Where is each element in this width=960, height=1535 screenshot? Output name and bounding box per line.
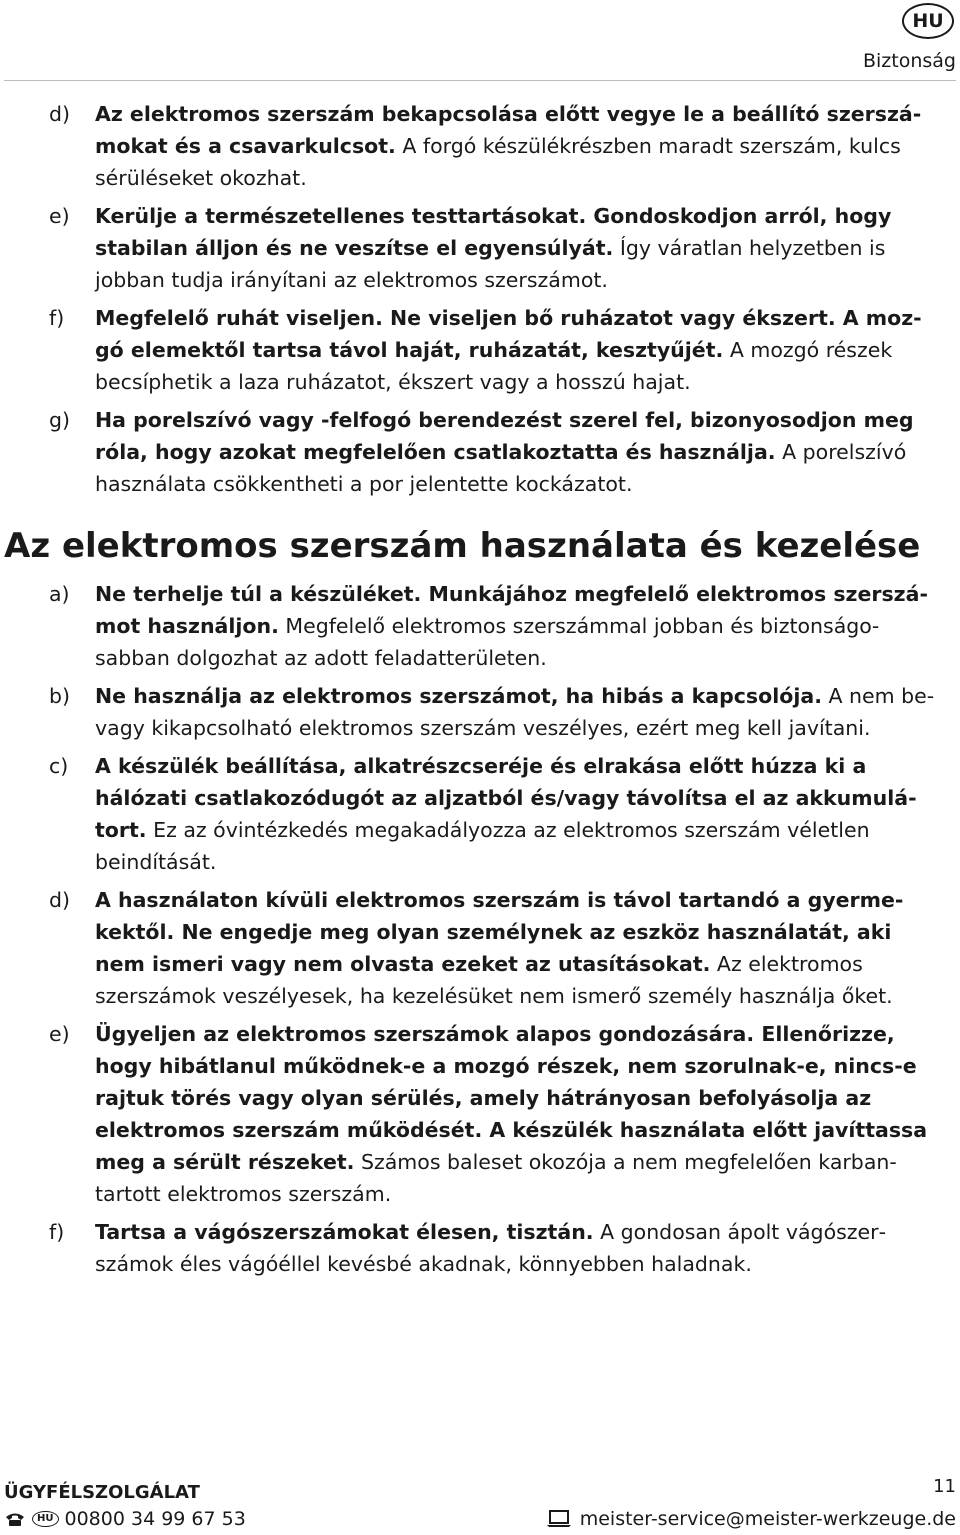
- list-item: [0, 404, 960, 500]
- item-marker: d): [49, 888, 71, 912]
- header-divider: [4, 80, 956, 81]
- item-text: [95, 302, 936, 398]
- item-explanation: Megfelelő elektromos szerszámmal jobban és biztonságosabban dolgozhat az adott feladatterületen.: [95, 614, 880, 670]
- list-item: [0, 200, 960, 296]
- item-emphasis: Az elektromos szerszám bekapcsolása előtt vegye le a beállító szerszámokat és a csavarkulcsot.: [95, 102, 922, 158]
- list-item: [0, 884, 960, 1012]
- email-address: meister-service@meister-werkzeuge.de: [579, 1508, 956, 1530]
- item-text: [95, 1216, 936, 1280]
- item-marker: c): [49, 754, 69, 778]
- item-text: [95, 680, 936, 744]
- item-marker: e): [49, 204, 70, 228]
- item-emphasis: Kerülje a természetellenes testtartásokat. Gondoskodjon arról, hogy stabilan álljon és ne veszítse el egyensúlyát.: [95, 204, 892, 260]
- item-text: [95, 404, 936, 500]
- phone-country-badge: HU: [32, 1511, 59, 1527]
- item-explanation: A mozgó részek becsíphetik a laza ruházatot, ékszert vagy a hosszú hajat.: [95, 338, 893, 394]
- list-item: [0, 1018, 960, 1210]
- section-heading: Az elektromos szerszám használata és kezelése: [4, 526, 921, 566]
- list-item: [0, 1216, 960, 1280]
- phone-number: 00800 34 99 67 53: [64, 1508, 246, 1530]
- list-item: [0, 750, 960, 878]
- item-marker: a): [49, 582, 70, 606]
- item-explanation: A nem be- vagy kikapcsolható elektromos szerszám veszélyes, ezért meg kell javítani.: [95, 684, 935, 740]
- item-text: [95, 750, 936, 878]
- safety-list-tool-use: [0, 578, 960, 1280]
- item-emphasis: Ügyeljen az elektromos szerszámok alapos gondozására. Ellenőrizze, hogy hibátlanul működnek-e a mozgó részek, nem szorulnak-e, nincs-e rajtuk törés vagy olyan sérülés, amely hátrányosan befolyásolja az elektromos szerszám működését. A készülék használata előtt javíttassa meg a sérült részeket.: [95, 1022, 928, 1174]
- list-item: [0, 98, 960, 194]
- item-marker: b): [49, 684, 71, 708]
- section-label: Biztonság: [862, 50, 956, 72]
- item-explanation: Így váratlan helyzetben is jobban tudja irányítani az elektromos szerszámot.: [95, 236, 886, 292]
- item-emphasis: Ne terhelje túl a készüléket. Munkájához megfelelő elektromos szerszámot használjon.: [95, 582, 928, 638]
- item-marker: d): [49, 102, 71, 126]
- laptop-icon: [546, 1510, 572, 1528]
- item-marker: e): [49, 1022, 70, 1046]
- item-text: [95, 1018, 936, 1210]
- list-item: [0, 680, 960, 744]
- item-emphasis: A készülék beállítása, alkatrészcseréje és elrakása előtt húzza ki a hálózati csatlakozódugót az aljzatból és/vagy távolítsa el az akkumulátort.: [95, 754, 917, 842]
- list-item: [0, 578, 960, 674]
- service-email: [546, 1508, 956, 1530]
- item-emphasis: Megfelelő ruhát viseljen. Ne viseljen bő ruházatot vagy ékszert. A mozgó elemektől tartsa távol haját, ruházatát, kesztyűjét.: [95, 306, 922, 362]
- page-number: 11: [933, 1476, 956, 1497]
- item-emphasis: A használaton kívüli elektromos szerszám is távol tartandó a gyermekektől. Ne engedje meg olyan személynek az eszköz használatát, aki nem ismeri vagy nem olvasta ezeket az utasításokat.: [95, 888, 904, 976]
- item-explanation: Ez az óvintézkedés megakadályozza az elektromos szerszám véletlen beindítását.: [95, 818, 870, 874]
- item-text: [95, 98, 936, 194]
- item-marker: g): [49, 408, 71, 432]
- item-explanation: A forgó készülékrészben maradt szerszám, kulcs sérüléseket okozhat.: [95, 134, 901, 190]
- phone-icon: [4, 1511, 26, 1527]
- safety-list-personal: [0, 98, 960, 500]
- item-emphasis: Ne használja az elektromos szerszámot, ha hibás a kapcsolója.: [95, 684, 822, 708]
- item-text: [95, 200, 936, 296]
- item-marker: f): [49, 306, 65, 330]
- service-phone: [4, 1508, 246, 1530]
- list-item: [0, 302, 960, 398]
- item-explanation: Számos baleset okozója a nem megfelelően karbantartott elektromos szerszám.: [95, 1150, 897, 1206]
- item-explanation: Az elektromos szerszámok veszélyesek, ha kezelésüket nem ismerő személy használja őket.: [95, 952, 893, 1008]
- item-marker: f): [49, 1220, 65, 1244]
- item-text: [95, 884, 936, 1012]
- item-emphasis: Ha porelszívó vagy -felfogó berendezést szerel fel, bizonyosodjon meg róla, hogy azokat megfelelően csatlakoztatta és használja.: [95, 408, 914, 464]
- item-explanation: A gondosan ápolt vágószerszámok éles vágóéllel kevésbé akadnak, könnyebben haladnak.: [95, 1220, 886, 1276]
- item-text: [95, 578, 936, 674]
- item-explanation: A porelszívó használata csökkentheti a por jelentette kockázatot.: [95, 440, 907, 496]
- item-emphasis: Tartsa a vágószerszámokat élesen, tisztán.: [95, 1220, 594, 1244]
- service-title: ÜGYFÉLSZOLGÁLAT: [4, 1482, 200, 1503]
- country-badge: HU: [902, 3, 954, 39]
